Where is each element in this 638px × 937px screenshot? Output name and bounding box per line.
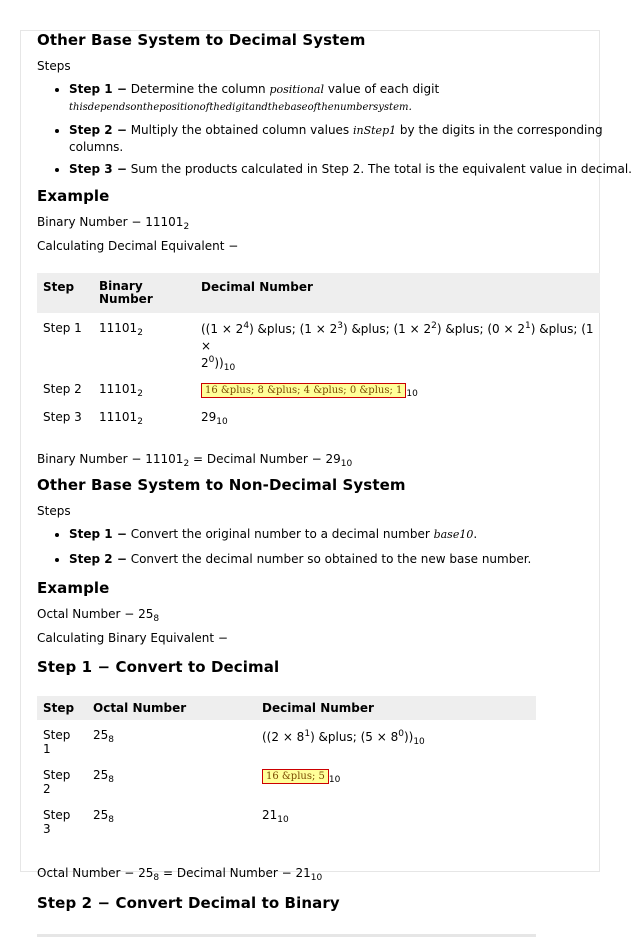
article-content: [37, 28, 632, 937]
cell-step: Step 2: [43, 768, 71, 796]
math-term: thisdependsonthepositionofthedigitandthebaseofthenumbersystem: [69, 102, 409, 113]
octal-result-line: [37, 866, 603, 883]
cell-binary: [93, 313, 195, 376]
subscript: 8: [108, 735, 115, 745]
calc-line: Calculating Decimal Equivalent −: [37, 239, 239, 253]
cell-binary: [93, 404, 195, 430]
text: Octal Number − 25: [37, 866, 154, 880]
subscript: 10: [223, 363, 236, 373]
highlighted-expression: 16 &plus; 5: [262, 769, 329, 784]
exponent: 1: [525, 321, 531, 331]
exponent: 3: [337, 321, 343, 331]
step-item: [69, 161, 632, 177]
octal-table: [37, 696, 536, 842]
header-step: Step: [37, 273, 93, 313]
exponent: 0: [208, 355, 215, 365]
steps-list: [37, 526, 603, 567]
subscript: 2: [137, 389, 143, 399]
exponent: 4: [243, 321, 250, 331]
text: ) &plus; (5 × 8: [310, 730, 399, 744]
text: 11101: [99, 382, 138, 396]
subscript: 2: [183, 459, 190, 469]
subscript: 10: [216, 417, 228, 427]
cell-decimal: [195, 376, 600, 404]
text: ) &plus; (0 × 2: [436, 322, 525, 336]
exponent: 2: [431, 321, 437, 331]
table-row: [37, 762, 536, 802]
header-octal: Octal Number: [87, 696, 256, 720]
text: Binary Number − 11101: [37, 452, 184, 466]
cell-step: Step 2: [43, 382, 82, 396]
subscript: 10: [277, 815, 289, 825]
text: ) &plus; (1 × 2: [249, 322, 338, 336]
cell-decimal: [256, 762, 536, 802]
math-term: base10: [433, 528, 474, 541]
cell-decimal: [195, 313, 600, 376]
subsection-title: Step 1 − Convert to Decimal: [37, 658, 280, 676]
table-row: [37, 802, 536, 842]
subscript: 8: [153, 873, 160, 883]
subscript: 2: [137, 417, 143, 427]
subscript: 10: [413, 737, 425, 747]
header-binary: Binary Number: [93, 273, 195, 313]
text: 11101: [99, 321, 138, 335]
subscript: 10: [340, 459, 353, 469]
text: = Decimal Number − 21: [159, 866, 311, 880]
binary-number-line: [37, 215, 603, 232]
text: Binary Number − 11101: [37, 215, 184, 229]
step-text: Convert the decimal number so obtained to the new base number.: [126, 552, 532, 566]
step-text: Determine the column: [126, 82, 270, 96]
text: 29: [201, 410, 217, 424]
example-title: Example: [37, 579, 110, 597]
punct: .: [473, 527, 478, 541]
step-label: Step 2 −: [69, 123, 127, 137]
binary-table: [37, 273, 600, 430]
subscript: 8: [153, 614, 160, 624]
subscript: 10: [406, 389, 418, 399]
step-text: Sum the products calculated in Step 2. The total is the equivalent value in decimal.: [126, 162, 632, 176]
subsection-title: Step 2 − Convert Decimal to Binary: [37, 894, 340, 912]
step-label: Step 1 −: [69, 82, 127, 96]
header-decimal: Decimal Number: [195, 273, 600, 313]
cell-octal: [87, 762, 256, 802]
header-step: Step: [37, 696, 87, 720]
step-label: Step 3 −: [69, 162, 127, 176]
table-header-row: [37, 273, 600, 313]
step-text: Multiply the obtained column values: [126, 123, 353, 137]
step-item: [69, 526, 603, 543]
text: ((2 × 8: [262, 730, 305, 744]
steps-label: Steps: [37, 59, 71, 73]
cell-step: Step 3: [43, 410, 82, 424]
octal-number-line: [37, 607, 603, 624]
table-header-row: [37, 696, 536, 720]
table-row: [37, 404, 600, 430]
text: ) &plus; (1 ×: [201, 322, 594, 353]
text: 21: [262, 808, 278, 822]
step-item: [69, 551, 603, 567]
math-term: positional: [269, 83, 325, 96]
step-label: Step 2 −: [69, 552, 127, 566]
cell-octal: [87, 720, 256, 762]
step-text: by the digits in the corresponding columns.: [69, 123, 603, 154]
text: 2: [201, 356, 209, 370]
cell-step: Step 1: [43, 728, 71, 756]
text: Octal Number − 25: [37, 607, 154, 621]
table-row: [37, 376, 600, 404]
text: ((1 × 2: [201, 322, 244, 336]
header-decimal: Decimal Number: [256, 696, 536, 720]
table-row: [37, 313, 600, 376]
exponent: 0: [398, 729, 404, 739]
text: 25: [93, 808, 109, 822]
text: = Decimal Number − 29: [189, 452, 341, 466]
cell-decimal: [256, 802, 536, 842]
text: 25: [93, 728, 109, 742]
subscript: 10: [328, 775, 341, 785]
step-text: Convert the original number to a decimal number: [126, 527, 434, 541]
punct: .: [408, 100, 412, 113]
subscript: 8: [108, 815, 115, 825]
example-title: Example: [37, 187, 110, 205]
steps-list: [37, 81, 632, 177]
math-term: inStep1: [353, 124, 397, 137]
cell-octal: [87, 802, 256, 842]
subscript: 8: [108, 775, 115, 785]
cell-step: Step 1: [43, 321, 82, 335]
text: )): [214, 356, 224, 370]
section-title-decimal: Other Base System to Decimal System: [37, 31, 366, 49]
text: 25: [93, 768, 109, 782]
section-title-non-decimal: Other Base System to Non-Decimal System: [37, 476, 406, 494]
text: ) &plus; (1 × 2: [342, 322, 432, 336]
table-row: [37, 720, 536, 762]
steps-label: Steps: [37, 504, 71, 518]
highlighted-expression: 16 &plus; 8 &plus; 4 &plus; 0 &plus; 1: [201, 383, 406, 398]
subscript: 2: [183, 222, 190, 232]
step-item: [69, 81, 603, 116]
cell-decimal: [256, 720, 536, 762]
binary-result-line: [37, 452, 603, 469]
text: )): [403, 730, 414, 744]
step-text: value of each digit: [324, 82, 440, 96]
cell-binary: [93, 376, 195, 404]
calc-line: Calculating Binary Equivalent −: [37, 631, 228, 645]
text: 11101: [99, 410, 138, 424]
exponent: 1: [304, 729, 311, 739]
step-item: [69, 122, 603, 155]
step-label: Step 1 −: [69, 527, 127, 541]
cell-decimal: [195, 404, 600, 430]
cell-step: Step 3: [43, 808, 71, 836]
subscript: 2: [137, 328, 143, 338]
subscript: 10: [310, 873, 323, 883]
